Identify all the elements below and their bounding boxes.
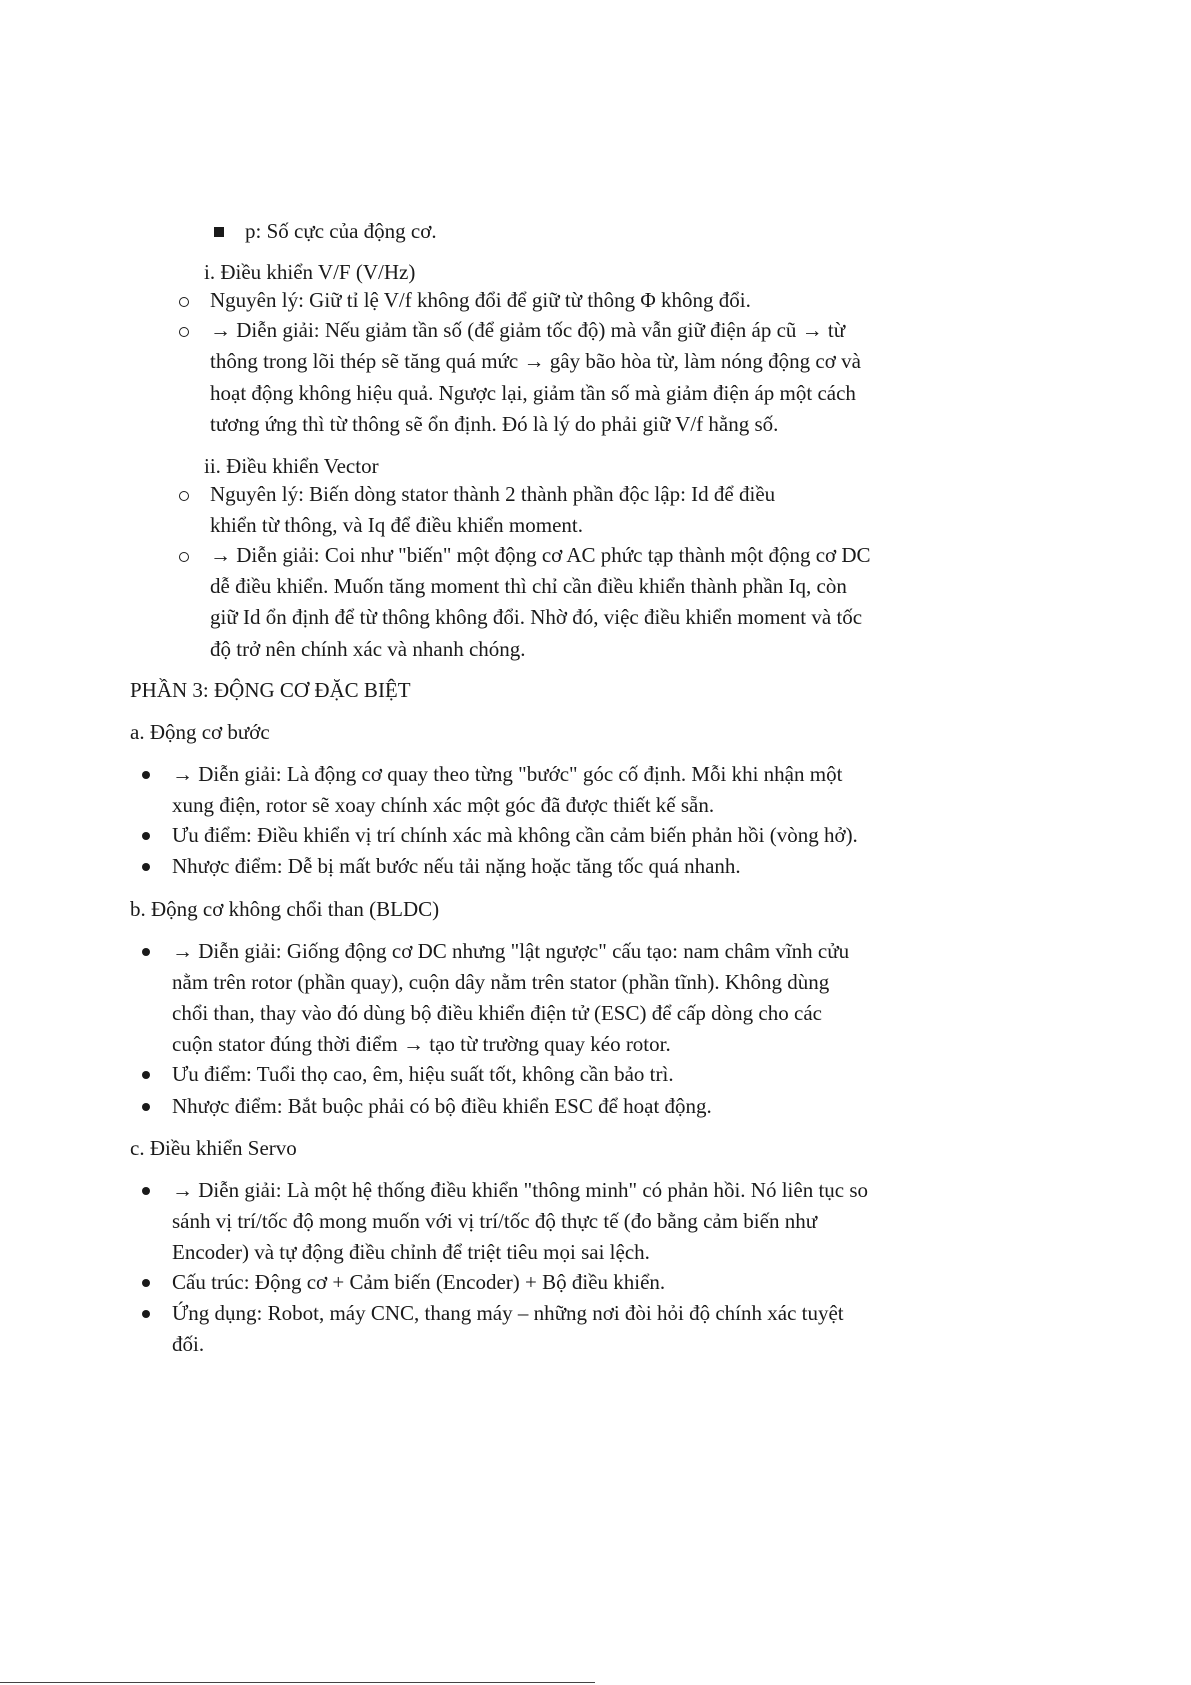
list-item-text: giữ Id ổn định để từ thông không đổi. Nhờ đó, việc điều khiển moment và tốc: [210, 605, 863, 629]
list-item-text: Nhược điểm: Dễ bị mất bước nếu tải nặng hoặc tăng tốc quá nhanh.: [172, 854, 741, 878]
list-item-text: thông trong lõi thép sẽ tăng quá mức → gây bão hòa từ, làm nóng động cơ và: [210, 349, 861, 373]
footer-rule: [0, 1682, 595, 1683]
disc-bullet-icon: [142, 863, 150, 871]
list-item-text: Ưu điểm: Điều khiển vị trí chính xác mà không cần cảm biến phản hồi (vòng hở).: [172, 823, 858, 847]
list-item-text: → Diễn giải: Coi như "biến" một động cơ AC phức tạp thành một động cơ DC: [210, 543, 871, 567]
list-item-text: → Diễn giải: Giống động cơ DC nhưng "lật ngược" cấu tạo: nam châm vĩnh cửu: [172, 939, 850, 963]
list-item-text: → Diễn giải: Nếu giảm tần số (để giảm tốc độ) mà vẫn giữ điện áp cũ → từ: [210, 318, 846, 342]
list-item-text: p: Số cực của động cơ.: [245, 219, 437, 243]
list-item-text: nằm trên rotor (phần quay), cuộn dây nằm trên stator (phần tĩnh). Không dùng: [172, 970, 830, 994]
circle-bullet-icon: [179, 327, 189, 337]
list-item-text: Ứng dụng: Robot, máy CNC, thang máy – những nơi đòi hỏi độ chính xác tuyệt: [172, 1301, 844, 1325]
disc-bullet-icon: [142, 1310, 150, 1318]
disc-bullet-icon: [142, 1187, 150, 1195]
disc-bullet-icon: [142, 1071, 150, 1079]
list-item-text: cuộn stator đúng thời điểm → tạo từ trường quay kéo rotor.: [172, 1032, 671, 1056]
disc-bullet-icon: [142, 832, 150, 840]
subsection-heading-vector: ii. Điều khiển Vector: [204, 454, 379, 478]
list-item-text: hoạt động không hiệu quả. Ngược lại, giảm tần số mà giảm điện áp một cách: [210, 381, 856, 405]
list-item-text: dễ điều khiển. Muốn tăng moment thì chỉ cần điều khiển thành phần Iq, còn: [210, 574, 847, 598]
list-item-text: khiển từ thông, và Iq để điều khiển moment.: [210, 513, 583, 537]
section-heading-stepper: a. Động cơ bước: [130, 720, 270, 744]
section-heading-servo: c. Điều khiển Servo: [130, 1136, 297, 1160]
list-item-text: → Diễn giải: Là động cơ quay theo từng "bước" góc cố định. Mỗi khi nhận một: [172, 762, 843, 786]
circle-bullet-icon: [179, 297, 189, 307]
circle-bullet-icon: [179, 491, 189, 501]
list-item-text: Nhược điểm: Bắt buộc phải có bộ điều khiển ESC để hoạt động.: [172, 1094, 712, 1118]
list-item-text: độ trở nên chính xác và nhanh chóng.: [210, 637, 526, 661]
square-bullet-icon: [214, 227, 224, 237]
list-item-text: tương ứng thì từ thông sẽ ổn định. Đó là lý do phải giữ V/f hằng số.: [210, 412, 779, 436]
disc-bullet-icon: [142, 1103, 150, 1111]
list-item-text: đối.: [172, 1332, 205, 1356]
subsection-heading-vf: i. Điều khiển V/F (V/Hz): [204, 260, 416, 284]
list-item-text: Ưu điểm: Tuổi thọ cao, êm, hiệu suất tốt, không cần bảo trì.: [172, 1062, 674, 1086]
part-heading: PHẦN 3: ĐỘNG CƠ ĐẶC BIỆT: [130, 678, 411, 702]
circle-bullet-icon: [179, 552, 189, 562]
disc-bullet-icon: [142, 1279, 150, 1287]
list-item-text: Cấu trúc: Động cơ + Cảm biến (Encoder) + Bộ điều khiển.: [172, 1270, 666, 1294]
section-heading-bldc: b. Động cơ không chổi than (BLDC): [130, 897, 440, 921]
list-item-text: Nguyên lý: Giữ tỉ lệ V/f không đổi để giữ từ thông Φ không đổi.: [210, 288, 751, 312]
list-item-text: chổi than, thay vào đó dùng bộ điều khiển điện tử (ESC) để cấp dòng cho các: [172, 1001, 822, 1025]
list-item-text: Nguyên lý: Biến dòng stator thành 2 thành phần độc lập: Id để điều: [210, 482, 776, 506]
disc-bullet-icon: [142, 771, 150, 779]
list-item-text: sánh vị trí/tốc độ mong muốn với vị trí/tốc độ thực tế (đo bằng cảm biến như: [172, 1209, 818, 1233]
disc-bullet-icon: [142, 948, 150, 956]
list-item-text: xung điện, rotor sẽ xoay chính xác một góc đã được thiết kế sẵn.: [172, 793, 715, 817]
list-item-text: Encoder) và tự động điều chỉnh để triệt tiêu mọi sai lệch.: [172, 1240, 650, 1264]
list-item-text: → Diễn giải: Là một hệ thống điều khiển "thông minh" có phản hồi. Nó liên tục so: [172, 1178, 869, 1202]
